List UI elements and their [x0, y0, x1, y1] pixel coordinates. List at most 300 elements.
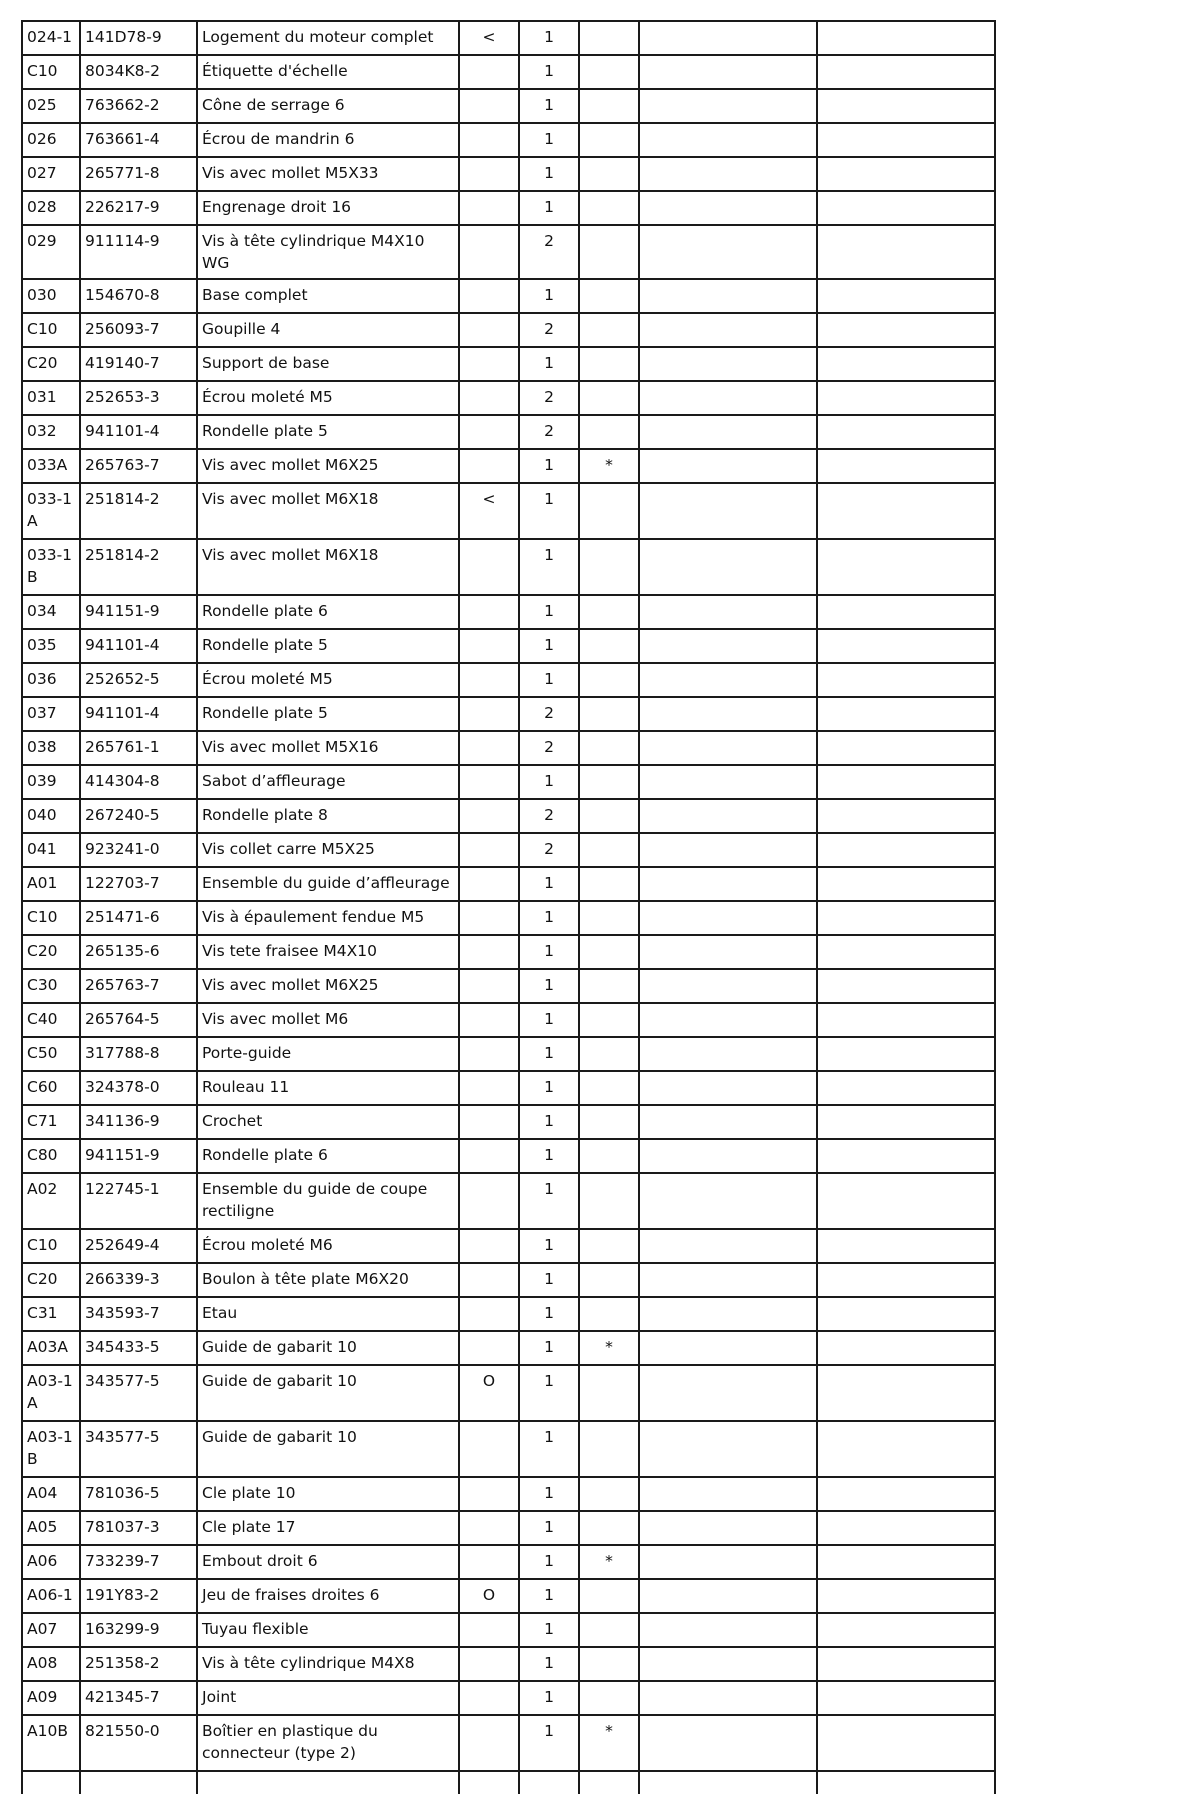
- empty-cell: [817, 1331, 995, 1365]
- part-number-cell: 265763-7: [80, 449, 197, 483]
- description-cell: Rondelle plate 6: [197, 1139, 459, 1173]
- quantity-cell: 1: [519, 1003, 579, 1037]
- description-cell: Tuyau flexible: [197, 1613, 459, 1647]
- item-number-cell: 025: [22, 89, 80, 123]
- empty-cell: [639, 123, 817, 157]
- description-cell: Vis avec mollet M6X25: [197, 449, 459, 483]
- flag-cell: [579, 1037, 639, 1071]
- item-number-cell: 041: [22, 833, 80, 867]
- empty-cell: [817, 483, 995, 539]
- empty-cell: [817, 123, 995, 157]
- change-note-cell: [459, 1681, 519, 1715]
- empty-cell: [639, 539, 817, 595]
- description-cell: Engrenage droit 16: [197, 191, 459, 225]
- empty-cell: [639, 833, 817, 867]
- description-cell: Sabot d’affleurage: [197, 765, 459, 799]
- change-note-cell: [459, 225, 519, 279]
- flag-cell: [579, 731, 639, 765]
- change-note-cell: [459, 157, 519, 191]
- quantity-cell: 1: [519, 157, 579, 191]
- quantity-cell: 1: [519, 901, 579, 935]
- part-number-cell: 421345-7: [80, 1681, 197, 1715]
- quantity-cell: 1: [519, 483, 579, 539]
- table-row: [22, 483, 995, 539]
- part-number-cell: 265764-5: [80, 1003, 197, 1037]
- empty-cell: [817, 225, 995, 279]
- item-number-cell: 027: [22, 157, 80, 191]
- empty-cell: [817, 1037, 995, 1071]
- parts-list-table: [21, 20, 996, 1794]
- description-cell: Ensemble du guide de coupe rectiligne: [197, 1173, 459, 1229]
- quantity-cell: 2: [519, 697, 579, 731]
- quantity-cell: 1: [519, 1613, 579, 1647]
- quantity-cell: 1: [519, 1647, 579, 1681]
- table-row: [22, 1647, 995, 1681]
- empty-cell: [639, 313, 817, 347]
- part-number-cell: 226217-9: [80, 191, 197, 225]
- change-note-cell: [459, 1477, 519, 1511]
- empty-cell: [817, 1681, 995, 1715]
- item-number-cell: 040: [22, 799, 80, 833]
- table-row-continuation: [22, 1771, 995, 1794]
- part-number-cell: 763662-2: [80, 89, 197, 123]
- quantity-cell: 1: [519, 1297, 579, 1331]
- quantity-cell: 2: [519, 833, 579, 867]
- flag-cell: [579, 1173, 639, 1229]
- change-note-cell: [459, 1715, 519, 1771]
- description-cell: Vis avec mollet M6: [197, 1003, 459, 1037]
- empty-cell: [817, 449, 995, 483]
- part-number-cell: 941151-9: [80, 1139, 197, 1173]
- description-cell: Rondelle plate 5: [197, 415, 459, 449]
- flag-cell: [579, 123, 639, 157]
- table-row: [22, 1071, 995, 1105]
- part-number-cell: 317788-8: [80, 1037, 197, 1071]
- empty-cell: [639, 799, 817, 833]
- change-note-cell: [459, 901, 519, 935]
- empty-cell: [639, 1771, 817, 1794]
- flag-cell: [579, 55, 639, 89]
- empty-cell: [639, 21, 817, 55]
- empty-cell: [817, 731, 995, 765]
- table-row: [22, 1003, 995, 1037]
- empty-cell: [817, 55, 995, 89]
- change-note-cell: [459, 1545, 519, 1579]
- empty-cell: [639, 449, 817, 483]
- item-number-cell: A01: [22, 867, 80, 901]
- empty-cell: [639, 663, 817, 697]
- empty-cell: [639, 697, 817, 731]
- item-number-cell: C60: [22, 1071, 80, 1105]
- table-row: [22, 765, 995, 799]
- item-number-cell: 036: [22, 663, 80, 697]
- flag-cell: [579, 935, 639, 969]
- quantity-cell: 2: [519, 731, 579, 765]
- empty-cell: [197, 1771, 459, 1794]
- empty-cell: [639, 347, 817, 381]
- item-number-cell: A05: [22, 1511, 80, 1545]
- flag-cell: [579, 157, 639, 191]
- empty-cell: [817, 89, 995, 123]
- part-number-cell: 414304-8: [80, 765, 197, 799]
- empty-cell: [639, 1681, 817, 1715]
- change-note-cell: O: [459, 1365, 519, 1421]
- description-cell: Guide de gabarit 10: [197, 1421, 459, 1477]
- quantity-cell: 1: [519, 1139, 579, 1173]
- item-number-cell: 033-1B: [22, 539, 80, 595]
- quantity-cell: 2: [519, 799, 579, 833]
- empty-cell: [817, 1365, 995, 1421]
- part-number-cell: 252653-3: [80, 381, 197, 415]
- empty-cell: [817, 21, 995, 55]
- item-number-cell: C71: [22, 1105, 80, 1139]
- empty-cell: [639, 867, 817, 901]
- quantity-cell: 1: [519, 765, 579, 799]
- empty-cell: [639, 483, 817, 539]
- item-number-cell: A03A: [22, 1331, 80, 1365]
- change-note-cell: [459, 629, 519, 663]
- item-number-cell: A06: [22, 1545, 80, 1579]
- empty-cell: [639, 901, 817, 935]
- part-number-cell: 122745-1: [80, 1173, 197, 1229]
- empty-cell: [817, 1139, 995, 1173]
- empty-cell: [639, 157, 817, 191]
- item-number-cell: C20: [22, 935, 80, 969]
- change-note-cell: [459, 1421, 519, 1477]
- table-row: [22, 867, 995, 901]
- part-number-cell: 821550-0: [80, 1715, 197, 1771]
- flag-cell: [579, 901, 639, 935]
- item-number-cell: 031: [22, 381, 80, 415]
- change-note-cell: [459, 595, 519, 629]
- quantity-cell: 1: [519, 347, 579, 381]
- item-number-cell: 029: [22, 225, 80, 279]
- flag-cell: *: [579, 1715, 639, 1771]
- description-cell: Joint: [197, 1681, 459, 1715]
- table-row: [22, 1421, 995, 1477]
- item-number-cell: A06-1: [22, 1579, 80, 1613]
- empty-cell: [459, 1771, 519, 1794]
- part-number-cell: 251814-2: [80, 483, 197, 539]
- empty-cell: [817, 935, 995, 969]
- flag-cell: [579, 279, 639, 313]
- flag-cell: [579, 1365, 639, 1421]
- empty-cell: [817, 1263, 995, 1297]
- description-cell: Crochet: [197, 1105, 459, 1139]
- description-cell: Cône de serrage 6: [197, 89, 459, 123]
- description-cell: Écrou moleté M6: [197, 1229, 459, 1263]
- quantity-cell: 2: [519, 225, 579, 279]
- item-number-cell: C31: [22, 1297, 80, 1331]
- change-note-cell: [459, 89, 519, 123]
- part-number-cell: 191Y83-2: [80, 1579, 197, 1613]
- part-number-cell: 251814-2: [80, 539, 197, 595]
- flag-cell: *: [579, 1545, 639, 1579]
- item-number-cell: A03-1B: [22, 1421, 80, 1477]
- flag-cell: [579, 1139, 639, 1173]
- part-number-cell: 265771-8: [80, 157, 197, 191]
- empty-cell: [639, 191, 817, 225]
- empty-cell: [639, 731, 817, 765]
- empty-cell: [817, 1105, 995, 1139]
- change-note-cell: [459, 1297, 519, 1331]
- part-number-cell: 343593-7: [80, 1297, 197, 1331]
- change-note-cell: [459, 799, 519, 833]
- change-note-cell: [459, 833, 519, 867]
- quantity-cell: 1: [519, 1173, 579, 1229]
- change-note-cell: [459, 123, 519, 157]
- flag-cell: [579, 539, 639, 595]
- table-row: [22, 731, 995, 765]
- part-number-cell: 341136-9: [80, 1105, 197, 1139]
- change-note-cell: [459, 1229, 519, 1263]
- flag-cell: [579, 799, 639, 833]
- table-row: [22, 1173, 995, 1229]
- table-row: [22, 1477, 995, 1511]
- flag-cell: [579, 595, 639, 629]
- table-row: [22, 1105, 995, 1139]
- table-row: [22, 1511, 995, 1545]
- item-number-cell: 034: [22, 595, 80, 629]
- table-row: [22, 157, 995, 191]
- flag-cell: [579, 225, 639, 279]
- item-number-cell: C40: [22, 1003, 80, 1037]
- quantity-cell: 1: [519, 449, 579, 483]
- description-cell: Vis avec mollet M6X18: [197, 539, 459, 595]
- quantity-cell: 1: [519, 663, 579, 697]
- empty-cell: [22, 1771, 80, 1794]
- description-cell: Jeu de fraises droites 6: [197, 1579, 459, 1613]
- item-number-cell: 033A: [22, 449, 80, 483]
- quantity-cell: 1: [519, 1579, 579, 1613]
- quantity-cell: 1: [519, 1715, 579, 1771]
- change-note-cell: [459, 1003, 519, 1037]
- empty-cell: [639, 225, 817, 279]
- flag-cell: [579, 21, 639, 55]
- empty-cell: [639, 1477, 817, 1511]
- empty-cell: [639, 279, 817, 313]
- part-number-cell: 266339-3: [80, 1263, 197, 1297]
- part-number-cell: 343577-5: [80, 1421, 197, 1477]
- part-number-cell: 419140-7: [80, 347, 197, 381]
- description-cell: Vis avec mollet M6X25: [197, 969, 459, 1003]
- change-note-cell: [459, 1173, 519, 1229]
- change-note-cell: [459, 1263, 519, 1297]
- change-note-cell: [459, 415, 519, 449]
- quantity-cell: 1: [519, 1105, 579, 1139]
- part-number-cell: 941101-4: [80, 697, 197, 731]
- table-row: [22, 1365, 995, 1421]
- part-number-cell: 911114-9: [80, 225, 197, 279]
- description-cell: Goupille 4: [197, 313, 459, 347]
- quantity-cell: 2: [519, 313, 579, 347]
- flag-cell: [579, 1681, 639, 1715]
- change-note-cell: [459, 191, 519, 225]
- table-row: [22, 539, 995, 595]
- description-cell: Rondelle plate 6: [197, 595, 459, 629]
- empty-cell: [817, 697, 995, 731]
- part-number-cell: 252649-4: [80, 1229, 197, 1263]
- empty-cell: [519, 1771, 579, 1794]
- quantity-cell: 1: [519, 969, 579, 1003]
- empty-cell: [639, 1421, 817, 1477]
- change-note-cell: [459, 381, 519, 415]
- change-note-cell: [459, 1331, 519, 1365]
- empty-cell: [817, 1545, 995, 1579]
- description-cell: Porte-guide: [197, 1037, 459, 1071]
- quantity-cell: 1: [519, 21, 579, 55]
- empty-cell: [817, 1613, 995, 1647]
- empty-cell: [817, 157, 995, 191]
- empty-cell: [639, 55, 817, 89]
- item-number-cell: C20: [22, 347, 80, 381]
- quantity-cell: 1: [519, 595, 579, 629]
- item-number-cell: C10: [22, 1229, 80, 1263]
- part-number-cell: 781036-5: [80, 1477, 197, 1511]
- item-number-cell: C10: [22, 901, 80, 935]
- empty-cell: [817, 279, 995, 313]
- quantity-cell: 2: [519, 381, 579, 415]
- description-cell: Rouleau 11: [197, 1071, 459, 1105]
- description-cell: Vis tete fraisee M4X10: [197, 935, 459, 969]
- part-number-cell: 251358-2: [80, 1647, 197, 1681]
- quantity-cell: 1: [519, 935, 579, 969]
- quantity-cell: 1: [519, 539, 579, 595]
- flag-cell: [579, 629, 639, 663]
- quantity-cell: 1: [519, 1229, 579, 1263]
- empty-cell: [817, 1511, 995, 1545]
- flag-cell: [579, 483, 639, 539]
- flag-cell: [579, 867, 639, 901]
- empty-cell: [817, 629, 995, 663]
- change-note-cell: [459, 1071, 519, 1105]
- table-row: [22, 1545, 995, 1579]
- quantity-cell: 1: [519, 1263, 579, 1297]
- empty-cell: [639, 629, 817, 663]
- description-cell: Boîtier en plastique du connecteur (type 2): [197, 1715, 459, 1771]
- item-number-cell: 038: [22, 731, 80, 765]
- table-row: [22, 1681, 995, 1715]
- empty-cell: [817, 1229, 995, 1263]
- part-number-cell: 763661-4: [80, 123, 197, 157]
- empty-cell: [817, 539, 995, 595]
- empty-cell: [817, 1173, 995, 1229]
- part-number-cell: 163299-9: [80, 1613, 197, 1647]
- part-number-cell: 941101-4: [80, 629, 197, 663]
- quantity-cell: 1: [519, 1037, 579, 1071]
- description-cell: Etau: [197, 1297, 459, 1331]
- part-number-cell: 122703-7: [80, 867, 197, 901]
- quantity-cell: 1: [519, 55, 579, 89]
- change-note-cell: <: [459, 21, 519, 55]
- part-number-cell: 923241-0: [80, 833, 197, 867]
- description-cell: Vis à épaulement fendue M5: [197, 901, 459, 935]
- empty-cell: [639, 1139, 817, 1173]
- description-cell: Vis avec mollet M5X33: [197, 157, 459, 191]
- empty-cell: [817, 1579, 995, 1613]
- description-cell: Écrou de mandrin 6: [197, 123, 459, 157]
- table-row: [22, 935, 995, 969]
- empty-cell: [639, 1105, 817, 1139]
- flag-cell: [579, 313, 639, 347]
- flag-cell: [579, 1647, 639, 1681]
- empty-cell: [639, 89, 817, 123]
- flag-cell: [579, 697, 639, 731]
- empty-cell: [639, 1545, 817, 1579]
- empty-cell: [817, 381, 995, 415]
- flag-cell: [579, 1421, 639, 1477]
- item-number-cell: A08: [22, 1647, 80, 1681]
- item-number-cell: 033-1A: [22, 483, 80, 539]
- table-row: [22, 901, 995, 935]
- part-number-cell: 267240-5: [80, 799, 197, 833]
- quantity-cell: 2: [519, 415, 579, 449]
- description-cell: Boulon à tête plate M6X20: [197, 1263, 459, 1297]
- quantity-cell: 1: [519, 1681, 579, 1715]
- description-cell: Cle plate 17: [197, 1511, 459, 1545]
- part-number-cell: 8034K8-2: [80, 55, 197, 89]
- part-number-cell: 265761-1: [80, 731, 197, 765]
- quantity-cell: 1: [519, 123, 579, 157]
- quantity-cell: 1: [519, 1511, 579, 1545]
- empty-cell: [639, 1037, 817, 1071]
- table-row: [22, 449, 995, 483]
- flag-cell: [579, 663, 639, 697]
- change-note-cell: [459, 539, 519, 595]
- empty-cell: [639, 595, 817, 629]
- flag-cell: *: [579, 449, 639, 483]
- description-cell: Écrou moleté M5: [197, 381, 459, 415]
- part-number-cell: 343577-5: [80, 1365, 197, 1421]
- part-number-cell: 733239-7: [80, 1545, 197, 1579]
- empty-cell: [817, 867, 995, 901]
- empty-cell: [639, 1715, 817, 1771]
- empty-cell: [639, 381, 817, 415]
- description-cell: Écrou moleté M5: [197, 663, 459, 697]
- description-cell: Guide de gabarit 10: [197, 1331, 459, 1365]
- empty-cell: [817, 191, 995, 225]
- change-note-cell: [459, 1037, 519, 1071]
- change-note-cell: [459, 1511, 519, 1545]
- description-cell: Guide de gabarit 10: [197, 1365, 459, 1421]
- item-number-cell: A10B: [22, 1715, 80, 1771]
- empty-cell: [817, 833, 995, 867]
- change-note-cell: [459, 279, 519, 313]
- quantity-cell: 1: [519, 1545, 579, 1579]
- description-cell: Embout droit 6: [197, 1545, 459, 1579]
- change-note-cell: [459, 697, 519, 731]
- flag-cell: [579, 833, 639, 867]
- table-row: [22, 697, 995, 731]
- flag-cell: [579, 1297, 639, 1331]
- empty-cell: [817, 969, 995, 1003]
- table-row: [22, 1297, 995, 1331]
- flag-cell: [579, 381, 639, 415]
- quantity-cell: 1: [519, 1071, 579, 1105]
- flag-cell: [579, 1263, 639, 1297]
- table-row: [22, 313, 995, 347]
- empty-cell: [639, 1331, 817, 1365]
- quantity-cell: 1: [519, 629, 579, 663]
- change-note-cell: [459, 449, 519, 483]
- empty-cell: [639, 1003, 817, 1037]
- empty-cell: [817, 1771, 995, 1794]
- description-cell: Vis avec mollet M6X18: [197, 483, 459, 539]
- empty-cell: [639, 1647, 817, 1681]
- empty-cell: [817, 765, 995, 799]
- item-number-cell: 039: [22, 765, 80, 799]
- table-row: [22, 799, 995, 833]
